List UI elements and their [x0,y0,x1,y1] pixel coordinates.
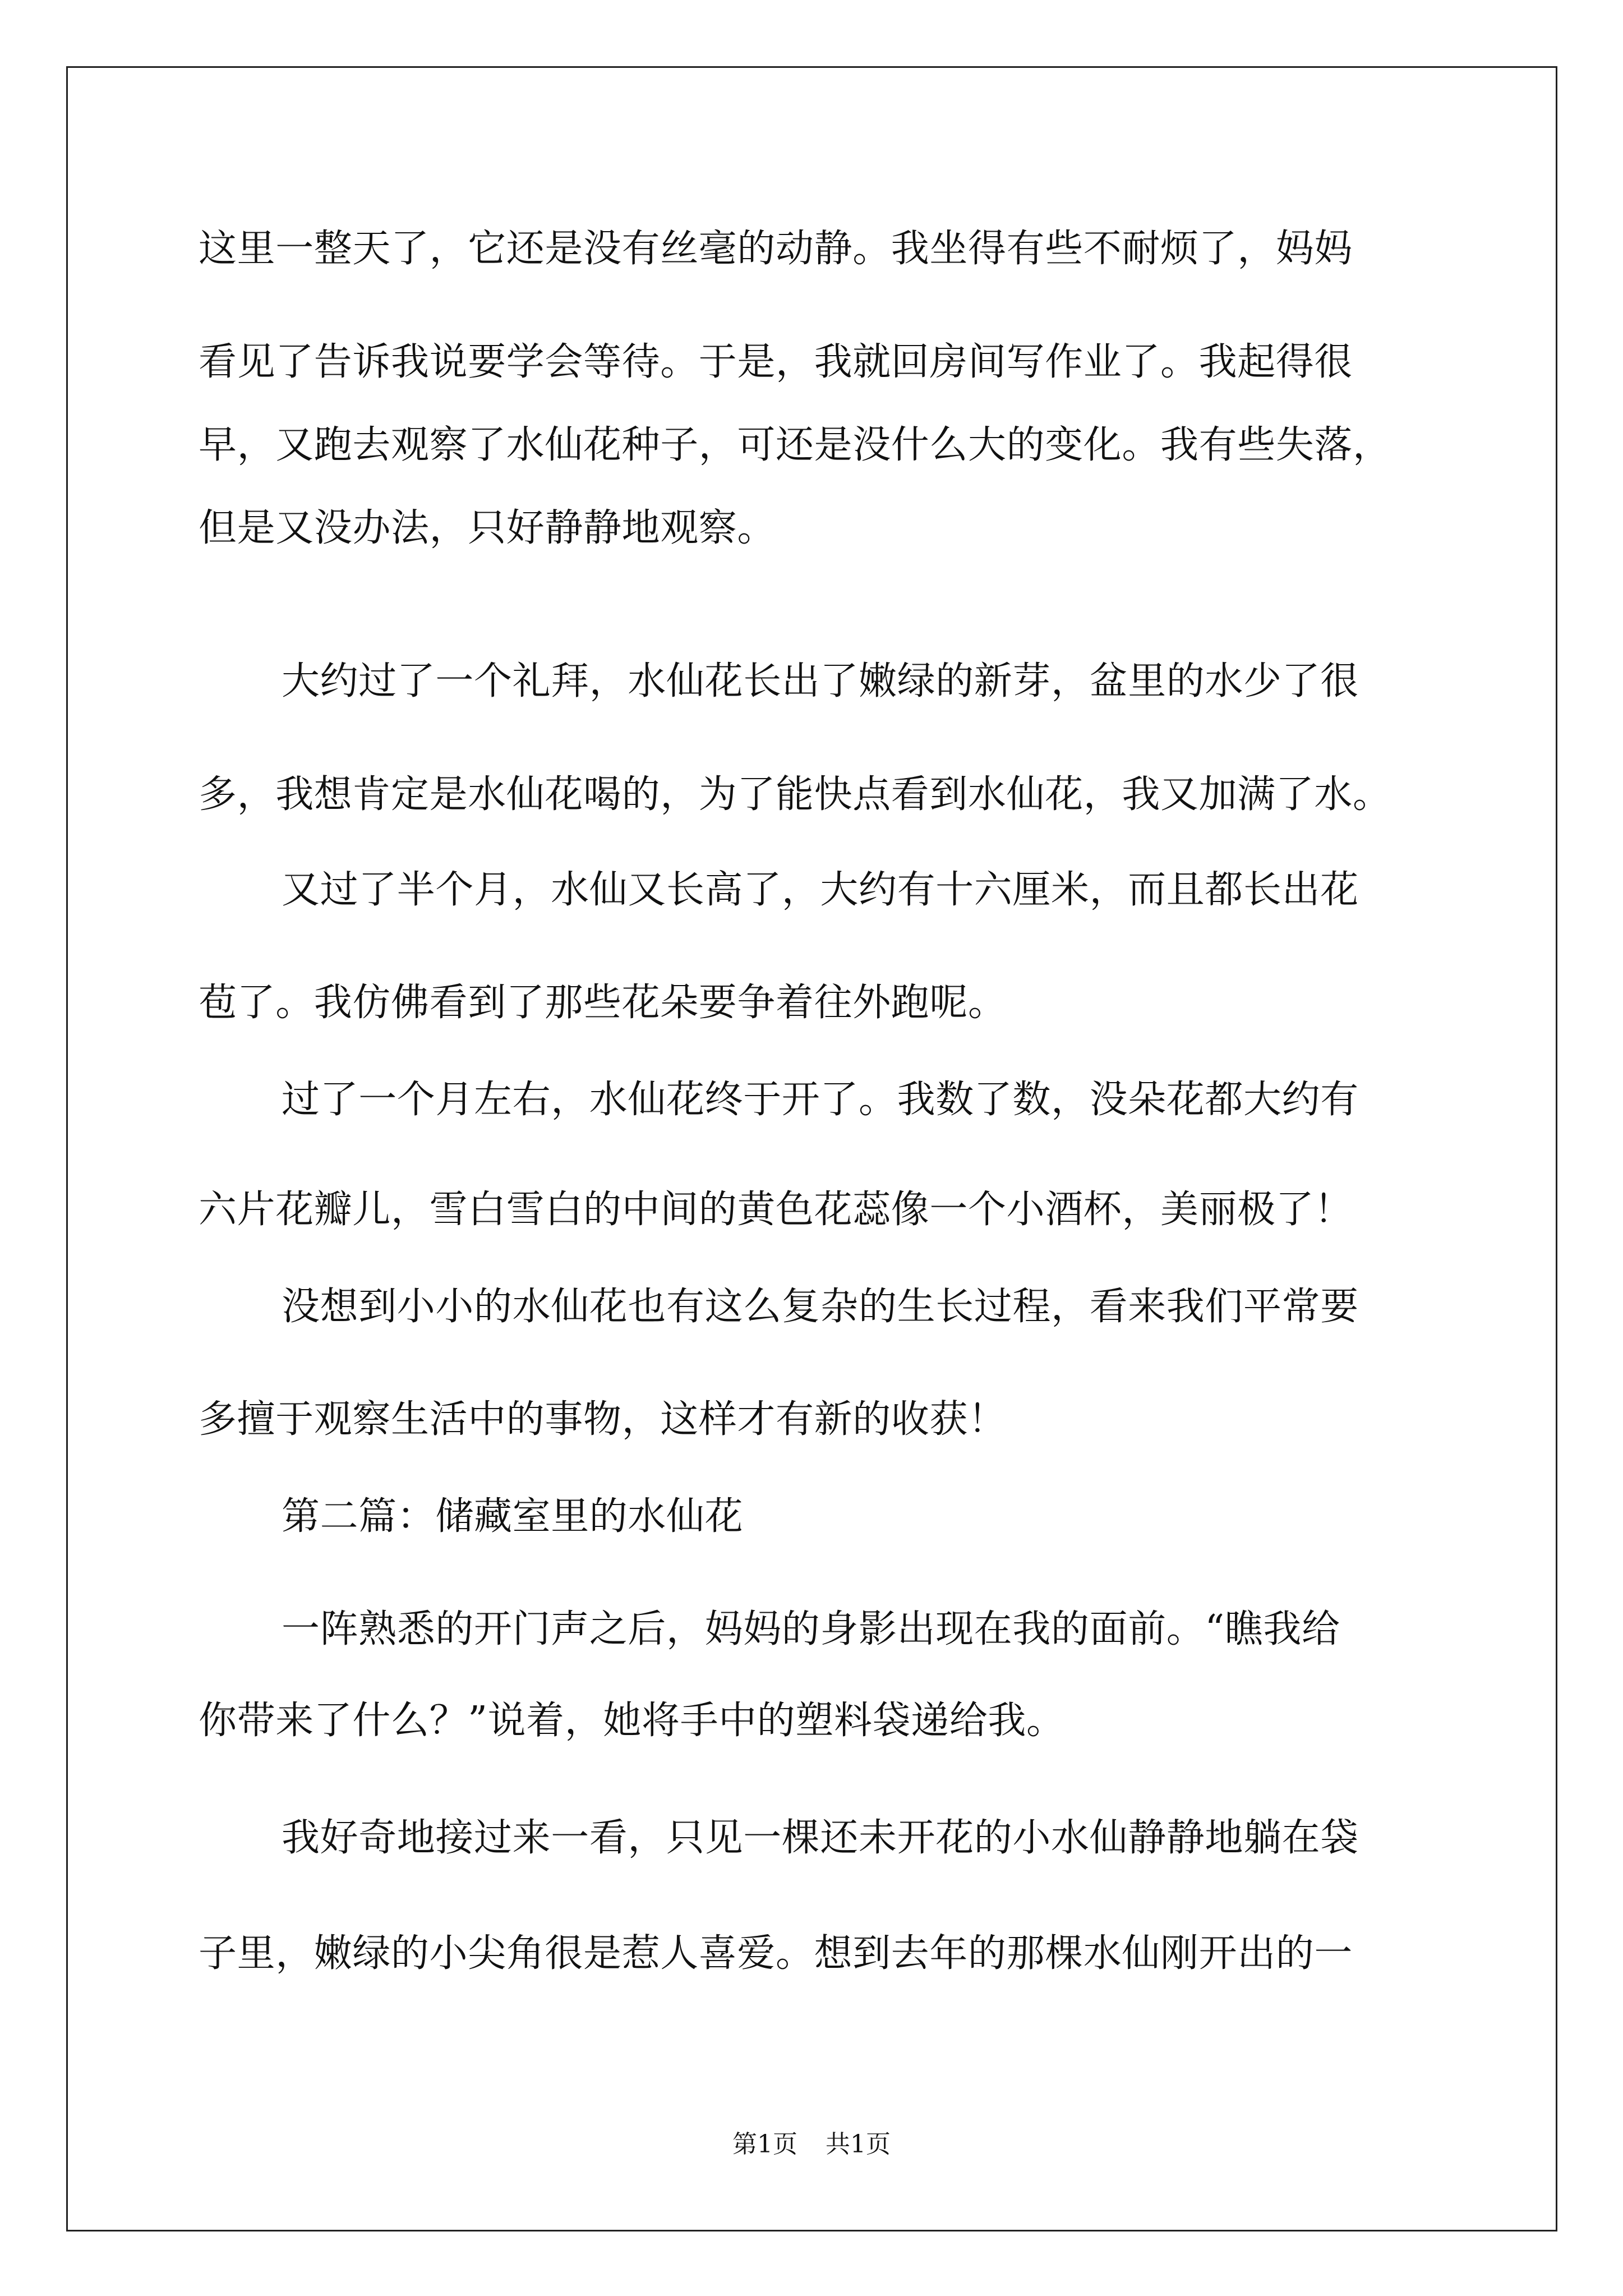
paragraph-line: 看见了告诉我说要学会等待。于是，我就回房间写作业了。我起得很 [199,340,1353,384]
page-number: 第1页 [732,2130,797,2159]
paragraph-line: 子里，嫩绿的小尖角很是惹人喜爱。想到去年的那棵水仙刚开出的一 [199,1931,1353,1976]
section-heading: 第二篇：储藏室里的水仙花 [282,1494,744,1539]
paragraph-line: 苞了。我仿佛看到了那些花朵要争着往外跑呢。 [199,981,1007,1025]
page-footer [0,2124,1623,2160]
paragraph-line: 过了一个月左右，水仙花终于开了。我数了数，没朵花都大约有 [282,1078,1359,1122]
paragraph-line: 又过了半个月，水仙又长高了，大约有十六厘米，而且都长出花 [282,868,1359,912]
paragraph-line: 多擅于观察生活中的事物，这样才有新的收获！ [199,1397,1007,1442]
paragraph-line: 没想到小小的水仙花也有这么复杂的生长过程，看来我们平常要 [282,1285,1359,1329]
page-total: 共1页 [826,2130,891,2159]
paragraph-line: 早，又跑去观察了水仙花种子，可还是没什么大的变化。我有些失落， [199,423,1391,467]
paragraph-line: 你带来了什么？”说着，她将手中的塑料袋递给我。 [199,1699,1065,1743]
paragraph-line: 我好奇地接过来一看，只见一棵还未开花的小水仙静静地躺在袋 [282,1816,1359,1860]
paragraph-line: 多，我想肯定是水仙花喝的，为了能快点看到水仙花，我又加满了水。 [199,772,1391,817]
paragraph-line: 但是又没办法，只好静静地观察。 [199,506,776,550]
paragraph-line: 六片花瓣儿，雪白雪白的中间的黄色花蕊像一个小酒杯，美丽极了！ [199,1188,1353,1232]
paragraph-line: 大约过了一个礼拜，水仙花长出了嫩绿的新芽，盆里的水少了很 [282,659,1359,703]
paragraph-line: 这里一整天了，它还是没有丝毫的动静。我坐得有些不耐烦了，妈妈 [199,227,1353,271]
paragraph-line: 一阵熟悉的开门声之后，妈妈的身影出现在我的面前。“瞧我给 [282,1607,1340,1651]
page-border [66,66,1557,2231]
